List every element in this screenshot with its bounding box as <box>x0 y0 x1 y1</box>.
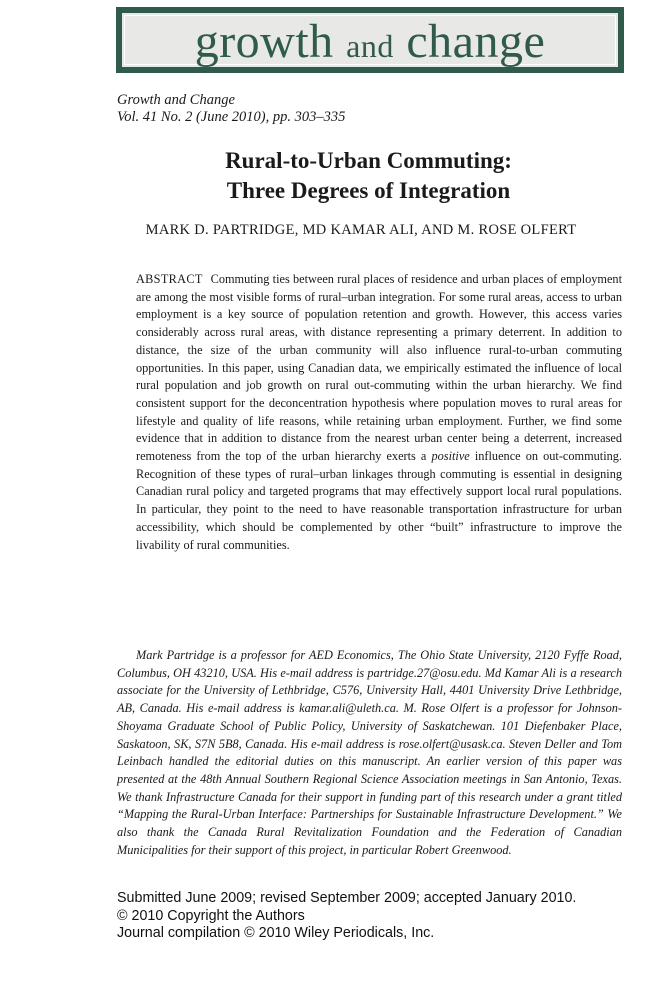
abstract-label: ABSTRACT <box>136 272 203 286</box>
copyright-line: © 2010 Copyright the Authors <box>117 907 305 924</box>
volume-issue-pages: Vol. 41 No. 2 (June 2010), pp. 303–335 <box>117 109 346 125</box>
logo-word-and: and <box>346 28 394 64</box>
masthead-inner-frame <box>124 15 616 68</box>
journal-compilation-line: Journal compilation © 2010 Wiley Periodicals, Inc. <box>117 925 435 941</box>
logo-word-growth: growth <box>194 15 334 68</box>
abstract-emphasis: positive <box>431 449 470 464</box>
abstract-paragraph <box>136 271 622 554</box>
article-title-line-1: Rural-to-Urban Commuting: <box>225 148 512 173</box>
submission-dates: Submitted June 2009; revised September 2009; accepted January 2010. <box>117 890 577 906</box>
abstract-text-part-2: influence on out-commuting. Recognition of these types of rural–urban linkages through commuting is essential in designing Canadian rural policy and targeted programs that may effectively support local rural populations. In particular, they point to the need to have reasonable transportation infrastructure for urban accessibility, which should be complemented by other “built” infrastructure to improve the livability of rural communities. <box>136 449 623 552</box>
publication-footer <box>117 890 576 943</box>
author-affiliation-note: Mark Partridge is a professor for AED Economics, The Ohio State University, 2120 Fyffe Road, Columbus, OH 43210, USA. His e-mail address is partridge.27@osu.edu. Md Kamar Ali is a research associate for the University of Lethbridge, C576, University Hall, 4401 University Drive Lethbridge, AB, Canada. His e-mail address is kamar.ali@uleth.ca. M. Rose Olfert is a professor for Johnson-Shoyama Graduate School of Public Policy, University of Saskatchewan. 101 Diefenbaker Place, Saskatoon, SK, S7N 5B8, Canada. His e-mail address is rose.olfert@usask.ca. Steven Deller and Tom Leinbach handled the editorial duties on this manuscript. An earlier version of this paper was presented at the 48th Annual Southern Regional Science Association meetings in San Antonio, Texas. We thank Infrastructure Canada for their support in funding part of this research under a grant titled “Mapping the Rural-Urban Interface: Partnerships for Sustainable Infrastructure Development.” We also thank the Canada Rural Revitalization Foundation and the Federation of Canadian Municipalities for their support of this project, in particular Robert Greenwood. <box>117 648 622 857</box>
journal-citation <box>117 92 345 126</box>
journal-name: Growth and Change <box>117 92 235 108</box>
article-title-line-2: Three Degrees of Integration <box>226 178 511 203</box>
article-title <box>0 146 672 206</box>
author-list: MARK D. PARTRIDGE, MD KAMAR ALI, AND M. ROSE OLFERT <box>145 222 577 238</box>
abstract-text-part-1: Commuting ties between rural places of residence and urban places of employment are among the most visible forms of rural–urban integration. For some rural areas, access to urban employment is a key source of population retention and growth. However, this access varies considerably across rural areas, with distance representing a primary deterrent. In addition to distance, the size of the urban community will also influence rural-to-urban commuting opportunities. In this paper, using Canadian data, we empirically estimated the influence of local rural population and job growth on rural out-commuting within the urban hierarchy. We find consistent support for the deconcentration hypothesis where population moves to rural areas for lifestyle and quality of life reasons, while retaining urban employment. Further, we find some evidence that in addition to distance from the nearest urban center being a deterrent, increased remoteness from the top of the urban hierarchy exerts a <box>136 272 622 464</box>
logo-word-change: change <box>406 15 546 68</box>
journal-masthead <box>116 7 624 73</box>
journal-logo-title <box>195 16 546 72</box>
